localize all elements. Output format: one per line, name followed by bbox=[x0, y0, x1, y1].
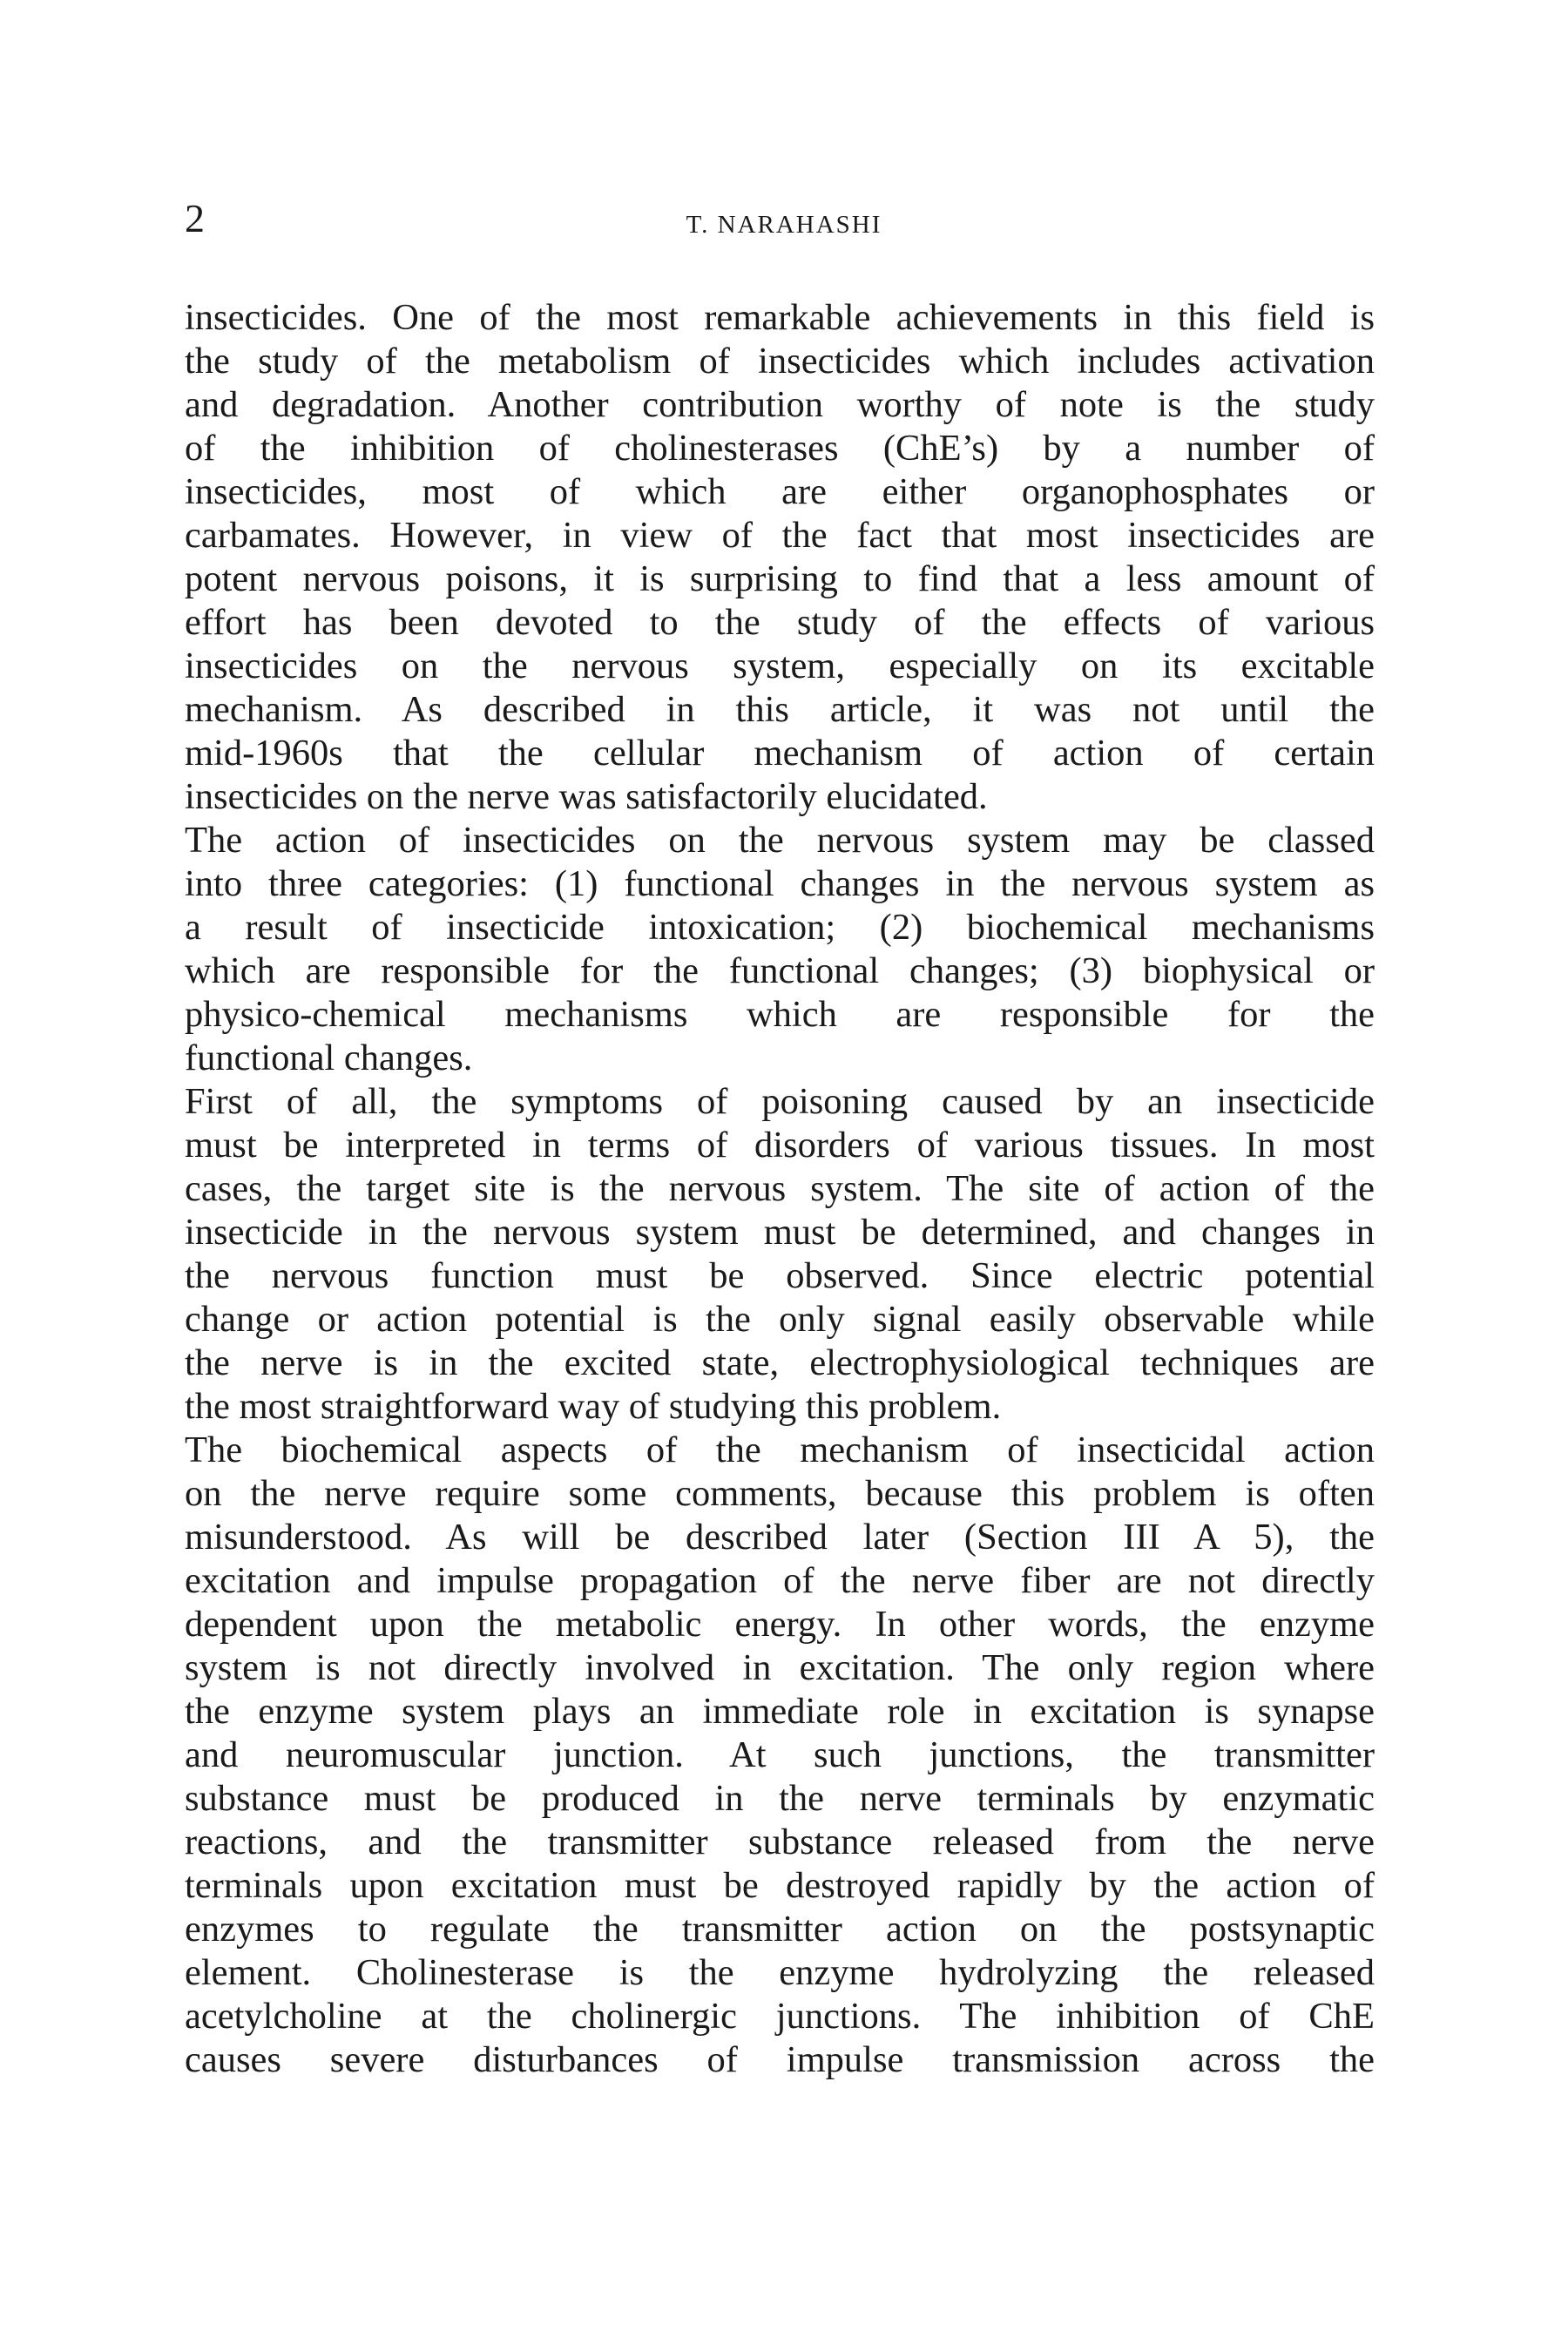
text-line: mid-1960s that the cellular mechanism of action of certain bbox=[185, 733, 1375, 774]
text-line: and neuromuscular junction. At such junctions, the transmitter bbox=[185, 1734, 1375, 1775]
text-line: effort has been devoted to the study of the effects of various bbox=[185, 602, 1375, 643]
text-line: excitation and impulse propagation of the nerve fiber are not directly bbox=[185, 1560, 1375, 1601]
text-line: substance must be produced in the nerve terminals by enzymatic bbox=[185, 1778, 1375, 1819]
text-line: which are responsible for the functional changes; (3) biophysical or bbox=[185, 950, 1375, 991]
text-line: mechanism. As described in this article, it was not until the bbox=[185, 689, 1375, 730]
text-line: insecticides on the nervous system, especially on its excitable bbox=[185, 645, 1375, 686]
text-line: The biochemical aspects of the mechanism of insecticidal action bbox=[185, 1429, 1375, 1470]
text-line: the most straightforward way of studying this problem. bbox=[185, 1386, 1002, 1427]
text-line: First of all, the symptoms of poisoning caused by an insecticide bbox=[185, 1081, 1375, 1122]
text-line: carbamates. However, in view of the fact that most insecticides are bbox=[185, 515, 1375, 556]
text-line: element. Cholinesterase is the enzyme hydrolyzing the released bbox=[185, 1952, 1375, 1993]
text-line: reactions, and the transmitter substance released from the nerve bbox=[185, 1821, 1375, 1862]
text-line: the nervous function must be observed. Since electric potential bbox=[185, 1255, 1375, 1296]
text-line: system is not directly involved in excitation. The only region where bbox=[185, 1647, 1375, 1688]
text-line: must be interpreted in terms of disorders of various tissues. In most bbox=[185, 1125, 1375, 1166]
text-line: misunderstood. As will be described later (Section III A 5), the bbox=[185, 1517, 1375, 1558]
text-line: physico-chemical mechanisms which are responsible for the bbox=[185, 994, 1375, 1035]
text-line: functional changes. bbox=[185, 1037, 473, 1078]
text-line: the study of the metabolism of insecticides which includes activation bbox=[185, 341, 1375, 382]
text-line: enzymes to regulate the transmitter action on the postsynaptic bbox=[185, 1909, 1375, 1950]
text-line: acetylcholine at the cholinergic junctions. The inhibition of ChE bbox=[185, 1996, 1375, 2037]
text-line: dependent upon the metabolic energy. In other words, the enzyme bbox=[185, 1604, 1375, 1645]
text-line: The action of insecticides on the nervous system may be classed bbox=[185, 820, 1375, 861]
text-line: causes severe disturbances of impulse transmission across the bbox=[185, 2039, 1375, 2080]
text-line: potent nervous poisons, it is surprising to find that a less amount of bbox=[185, 558, 1375, 599]
text-line: the nerve is in the excited state, electrophysiological techniques are bbox=[185, 1342, 1375, 1383]
text-line: a result of insecticide intoxication; (2) biochemical mechanisms bbox=[185, 907, 1375, 948]
text-line: insecticides, most of which are either organophosphates or bbox=[185, 471, 1375, 512]
text-line: insecticides on the nerve was satisfactorily elucidated. bbox=[185, 776, 988, 817]
text-line: cases, the target site is the nervous system. The site of action of the bbox=[185, 1168, 1375, 1209]
text-line: insecticide in the nervous system must be determined, and changes in bbox=[185, 1212, 1375, 1253]
page-number: 2 bbox=[185, 196, 205, 240]
text-line: into three categories: (1) functional changes in the nervous system as bbox=[185, 863, 1375, 904]
running-head: T. NARAHASHI bbox=[686, 211, 882, 239]
text-line: insecticides. One of the most remarkable achievements in this field is bbox=[185, 297, 1375, 338]
text-line: the enzyme system plays an immediate role in excitation is synapse bbox=[185, 1691, 1375, 1732]
body-text bbox=[185, 296, 1375, 2082]
text-line: of the inhibition of cholinesterases (ChE’s) by a number of bbox=[185, 428, 1375, 469]
text-line: change or action potential is the only signal easily observable while bbox=[185, 1299, 1375, 1340]
text-line: terminals upon excitation must be destroyed rapidly by the action of bbox=[185, 1865, 1375, 1906]
text-line: and degradation. Another contribution worthy of note is the study bbox=[185, 384, 1375, 425]
text-line: on the nerve require some comments, because this problem is often bbox=[185, 1473, 1375, 1514]
